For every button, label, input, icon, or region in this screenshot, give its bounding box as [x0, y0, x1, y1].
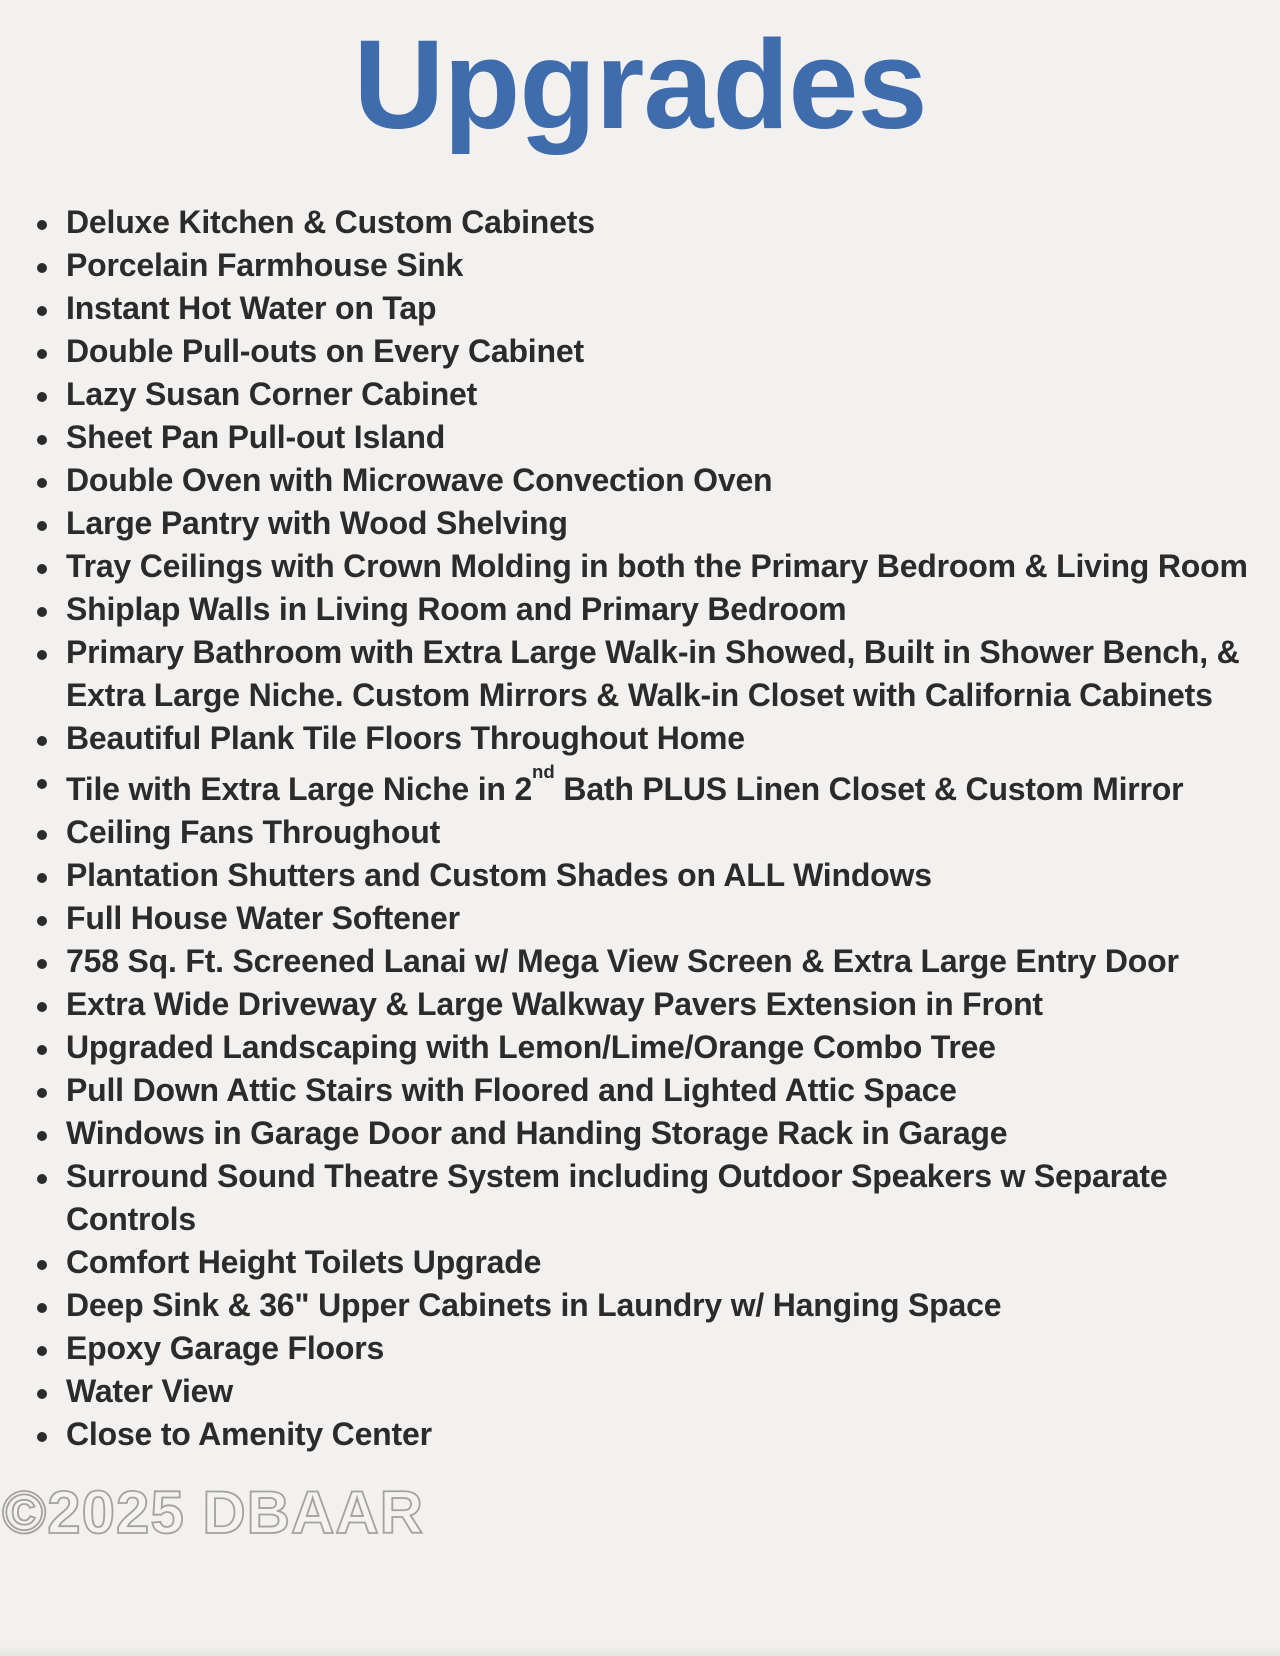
bullet-icon	[37, 263, 47, 273]
list-item-text: Lazy Susan Corner Cabinet	[66, 376, 478, 412]
bullet-icon	[37, 220, 47, 230]
list-item	[66, 1026, 1250, 1069]
list-item-text: Upgraded Landscaping with Lemon/Lime/Orange Combo Tree	[66, 1028, 996, 1065]
list-item	[66, 545, 1250, 588]
upgrades-list	[0, 201, 1280, 1456]
list-item	[66, 201, 1250, 244]
list-item	[66, 1241, 1250, 1284]
list-item-text: Water View	[66, 1372, 233, 1409]
list-item	[66, 416, 1250, 459]
list-item-text: Surround Sound Theatre System including Outdoor Speakers w Separate Controls	[66, 1157, 1168, 1237]
list-item	[66, 631, 1250, 717]
bullet-icon	[37, 779, 47, 789]
list-item	[66, 983, 1250, 1026]
list-item	[66, 1413, 1250, 1456]
bullet-icon	[37, 392, 47, 402]
list-item-text: Double Pull-outs on Every Cabinet	[66, 333, 584, 369]
list-item	[66, 287, 1250, 330]
list-item	[66, 1112, 1250, 1155]
bullet-icon	[37, 521, 47, 531]
bullet-icon	[37, 1260, 47, 1270]
list-item-text: Full House Water Softener	[66, 899, 460, 936]
bullet-icon	[37, 650, 47, 660]
list-item-text: Deep Sink & 36" Upper Cabinets in Laundry w/ Hanging Space	[66, 1286, 1002, 1323]
list-item	[66, 502, 1250, 545]
list-item	[66, 1370, 1250, 1413]
list-item-text: Primary Bathroom with Extra Large Walk-in Showed, Built in Shower Bench, & Extra Large Niche. Custom Mirrors & Walk-in Closet with California Cabinets	[66, 634, 1240, 713]
list-item	[66, 244, 1250, 287]
bullet-icon	[37, 830, 47, 840]
copyright-watermark: ©2025 DBAAR	[2, 1479, 425, 1546]
list-item-text: Deluxe Kitchen & Custom Cabinets	[66, 204, 595, 240]
bullet-icon	[37, 873, 47, 883]
list-item	[66, 588, 1250, 631]
list-item	[66, 717, 1250, 760]
list-item	[66, 1069, 1250, 1112]
bullet-icon	[37, 1346, 47, 1356]
bullet-icon	[37, 1303, 47, 1313]
bullet-icon	[37, 1131, 47, 1141]
list-item	[66, 459, 1250, 502]
list-item	[66, 897, 1250, 940]
bullet-icon	[37, 1432, 47, 1442]
superscript-text: nd	[532, 761, 555, 783]
list-item-text: Ceiling Fans Throughout	[66, 813, 441, 850]
list-item-text: Porcelain Farmhouse Sink	[66, 247, 464, 283]
list-item-text: Extra Wide Driveway & Large Walkway Pavers Extension in Front	[66, 985, 1043, 1022]
list-item-text: Tray Ceilings with Crown Molding in both the Primary Bedroom & Living Room	[66, 548, 1248, 584]
list-item-text: Instant Hot Water on Tap	[66, 290, 437, 326]
list-item	[66, 760, 1250, 811]
bullet-icon	[37, 564, 47, 574]
bullet-icon	[37, 1088, 47, 1098]
list-item-text: Epoxy Garage Floors	[66, 1329, 385, 1366]
bullet-icon	[37, 959, 47, 969]
list-item	[66, 1155, 1250, 1241]
bullet-icon	[37, 1174, 47, 1184]
list-item	[66, 854, 1250, 897]
bullet-icon	[37, 736, 47, 746]
bullet-icon	[37, 435, 47, 445]
bullet-icon	[37, 1045, 47, 1055]
list-item	[66, 811, 1250, 854]
bullet-icon	[37, 916, 47, 926]
list-item-text: Sheet Pan Pull-out Island	[66, 419, 446, 455]
list-item-text: Shiplap Walls in Living Room and Primary Bedroom	[66, 591, 847, 627]
list-item	[66, 1327, 1250, 1370]
bullet-icon	[37, 349, 47, 359]
bullet-icon	[37, 478, 47, 488]
list-item-text: Pull Down Attic Stairs with Floored and Lighted Attic Space	[66, 1071, 957, 1108]
bullet-icon	[37, 1002, 47, 1012]
list-item	[66, 373, 1250, 416]
list-item-text: 758 Sq. Ft. Screened Lanai w/ Mega View Screen & Extra Large Entry Door	[66, 942, 1179, 979]
list-item-text: Windows in Garage Door and Handing Storage Rack in Garage	[66, 1114, 1008, 1151]
list-item-text: Tile with Extra Large Niche in 2nd Bath PLUS Linen Closet & Custom Mirror	[66, 761, 1184, 807]
bullet-icon	[37, 607, 47, 617]
bullet-icon	[37, 1389, 47, 1399]
list-item-text: Beautiful Plank Tile Floors Throughout Home	[66, 720, 745, 756]
list-item	[66, 330, 1250, 373]
list-item-text: Close to Amenity Center	[66, 1415, 432, 1452]
list-item-text: Large Pantry with Wood Shelving	[66, 505, 568, 541]
list-item-text: Comfort Height Toilets Upgrade	[66, 1243, 542, 1280]
list-item	[66, 940, 1250, 983]
list-item-text: Plantation Shutters and Custom Shades on ALL Windows	[66, 856, 932, 893]
page-title: Upgrades	[353, 14, 927, 155]
list-item-text: Double Oven with Microwave Convection Oven	[66, 462, 773, 498]
bullet-icon	[37, 306, 47, 316]
list-item	[66, 1284, 1250, 1327]
